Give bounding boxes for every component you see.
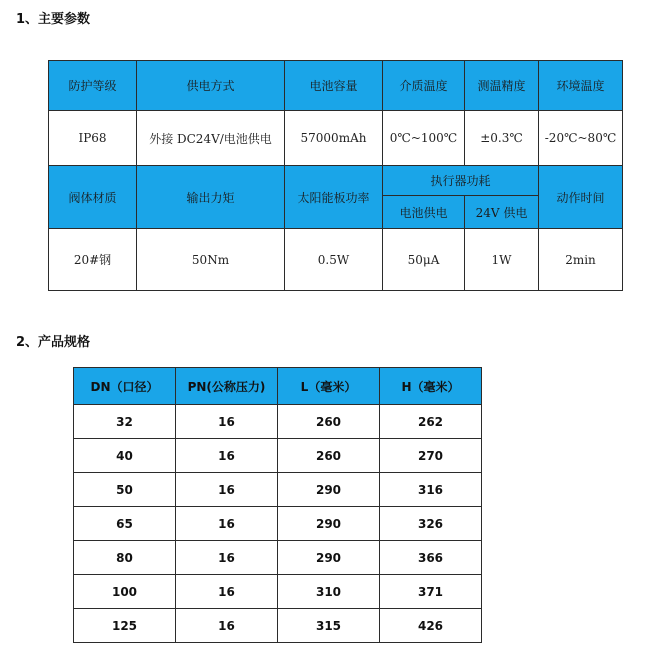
cell-height: 366 <box>380 541 482 575</box>
cell-dn: 80 <box>74 541 176 575</box>
cell-height: 270 <box>380 439 482 473</box>
product-spec-table <box>73 367 482 643</box>
cell-length: 260 <box>278 439 380 473</box>
cell-dn: 125 <box>74 609 176 643</box>
cell-dn: 65 <box>74 507 176 541</box>
cell-dn: 100 <box>74 575 176 609</box>
header-medium-temperature: 介质温度 <box>383 61 465 111</box>
header-power-supply: 供电方式 <box>137 61 285 111</box>
value-24v-supply-power: 1W <box>465 229 539 291</box>
header-battery-capacity: 电池容量 <box>285 61 383 111</box>
table-row <box>74 439 482 473</box>
product-spec-heading: 2、产品规格 <box>16 335 91 350</box>
header-output-torque: 输出力矩 <box>137 166 285 229</box>
header-protection-level: 防护等级 <box>49 61 137 111</box>
header-height: H（毫米） <box>380 368 482 405</box>
table-row <box>74 473 482 507</box>
table-row <box>74 609 482 643</box>
header-ambient-temperature: 环境温度 <box>539 61 623 111</box>
header-action-time: 动作时间 <box>539 166 623 229</box>
value-action-time: 2min <box>539 229 623 291</box>
cell-length: 290 <box>278 473 380 507</box>
cell-pn: 16 <box>176 405 278 439</box>
header-dn: DN（口径） <box>74 368 176 405</box>
cell-length: 290 <box>278 507 380 541</box>
cell-height: 371 <box>380 575 482 609</box>
table-row <box>74 575 482 609</box>
header-length: L（毫米） <box>278 368 380 405</box>
cell-height: 326 <box>380 507 482 541</box>
cell-pn: 16 <box>176 541 278 575</box>
table-row <box>74 405 482 439</box>
header-actuator-power: 执行器功耗 <box>383 166 539 196</box>
cell-height: 316 <box>380 473 482 507</box>
header-24v-supply: 24V 供电 <box>465 196 539 229</box>
cell-length: 290 <box>278 541 380 575</box>
table-row <box>74 541 482 575</box>
value-solar-panel-power: 0.5W <box>285 229 383 291</box>
main-params-heading: 1、主要参数 <box>16 12 91 27</box>
value-protection-level: IP68 <box>49 111 137 166</box>
value-temperature-accuracy: ±0.3℃ <box>465 111 539 166</box>
value-output-torque: 50Nm <box>137 229 285 291</box>
cell-pn: 16 <box>176 473 278 507</box>
cell-pn: 16 <box>176 507 278 541</box>
header-valve-material: 阀体材质 <box>49 166 137 229</box>
cell-length: 260 <box>278 405 380 439</box>
main-params-table <box>48 60 623 291</box>
header-temperature-accuracy: 测温精度 <box>465 61 539 111</box>
value-valve-material: 20#钢 <box>49 229 137 291</box>
value-battery-capacity: 57000mAh <box>285 111 383 166</box>
cell-dn: 40 <box>74 439 176 473</box>
cell-length: 310 <box>278 575 380 609</box>
cell-dn: 50 <box>74 473 176 507</box>
cell-pn: 16 <box>176 575 278 609</box>
value-ambient-temperature: -20℃~80℃ <box>539 111 623 166</box>
cell-length: 315 <box>278 609 380 643</box>
cell-height: 262 <box>380 405 482 439</box>
cell-pn: 16 <box>176 609 278 643</box>
cell-height: 426 <box>380 609 482 643</box>
cell-pn: 16 <box>176 439 278 473</box>
header-battery-supply: 电池供电 <box>383 196 465 229</box>
value-medium-temperature: 0℃~100℃ <box>383 111 465 166</box>
header-solar-panel-power: 太阳能板功率 <box>285 166 383 229</box>
header-pn: PN(公称压力) <box>176 368 278 405</box>
cell-dn: 32 <box>74 405 176 439</box>
value-battery-supply-power: 50μA <box>383 229 465 291</box>
value-power-supply: 外接 DC24V/电池供电 <box>137 111 285 166</box>
table-row <box>74 507 482 541</box>
